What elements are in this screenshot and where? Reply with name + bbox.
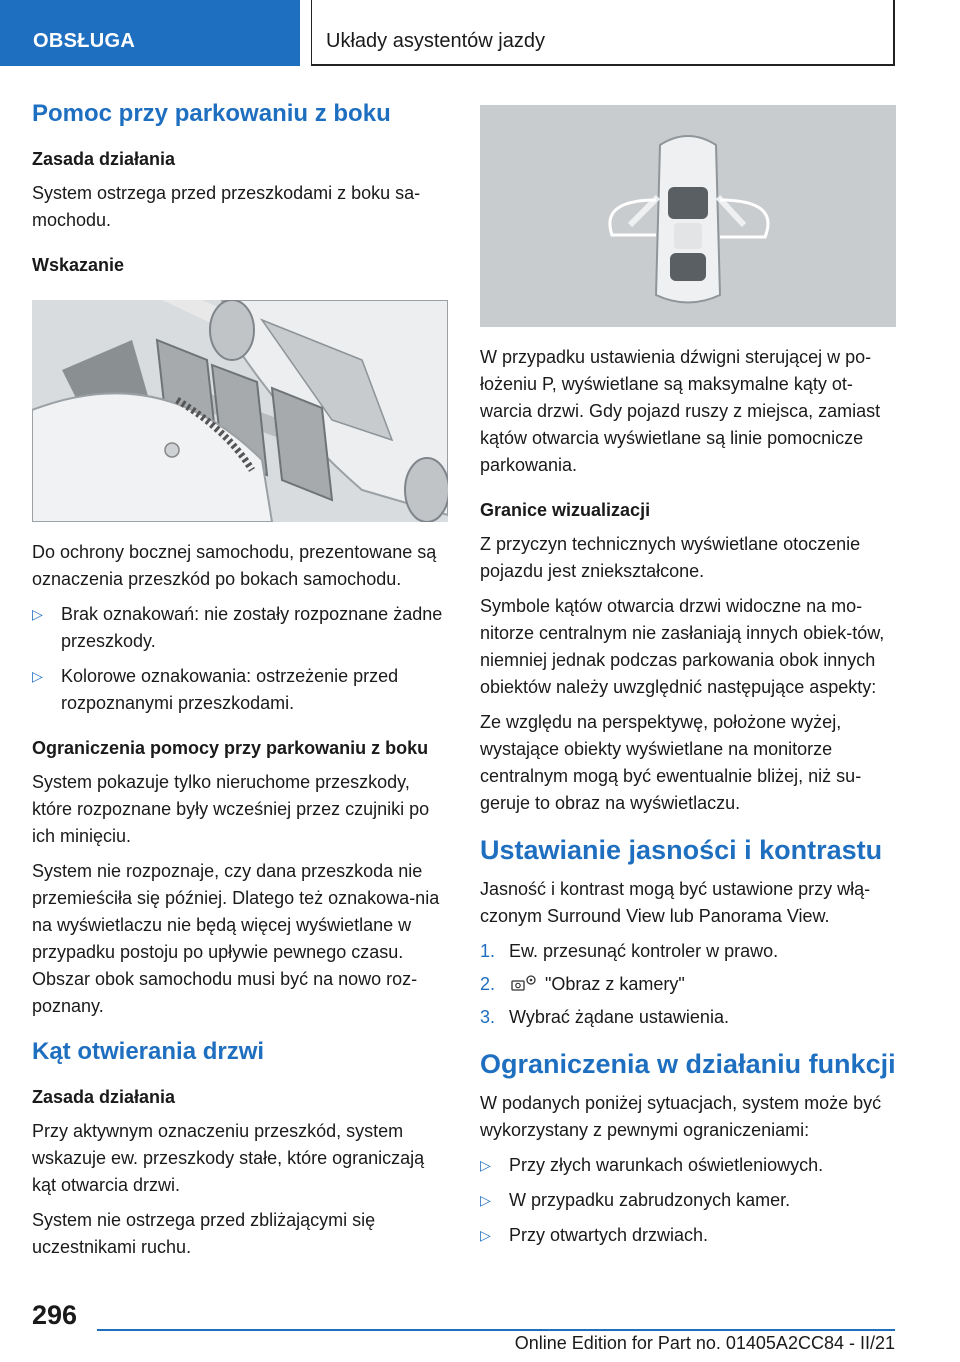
section-title-function-limits: Ograniczenia w działaniu funkcji xyxy=(480,1049,896,1079)
camera-settings-icon xyxy=(509,973,539,993)
list-item: 3. Wybrać żądane ustawienia. xyxy=(480,1007,729,1027)
paragraph-limits-1: System pokazuje tylko nieruchome przeszkody, które rozpoznane były wcześniej przez czujniki po ich minięciu. xyxy=(32,772,430,846)
paragraph-vis-3: Ze względu na perspektywę, położone wyżej, wystające obiekty wyświetlane na monitorze centralnym mogą być ewentualnie bliżej, niż su-geruje to obraz na wyświetlaczu. xyxy=(480,712,862,813)
heading-limits: Ograniczenia pomocy przy parkowaniu z boku xyxy=(32,738,429,758)
paragraph-principle: System ostrzega przed przeszkodami z boku sa-mochodu. xyxy=(32,183,421,230)
paragraph-door-3: W przypadku ustawienia dźwigni sterującej w po-łożeniu P, wyświetlane są maksymalne kąty ot-warcia drzwi. Gdy pojazd ruszy z miejsca, zamiast kątów otwarcia wyświetlane są linie pomocnicze parkowania. xyxy=(480,347,881,475)
bullet-icon: ▷ xyxy=(480,1192,491,1208)
left-column xyxy=(32,100,448,1269)
list-item: 1. Ew. przesunąć kontroler w prawo. xyxy=(480,941,779,961)
list-item: ▷ W przypadku zabrudzonych kamer. xyxy=(480,1187,896,1214)
paragraph-door-2: System nie ostrzega przed zbliżającymi się uczestnikami ruchu. xyxy=(32,1210,376,1257)
paragraph-function-limits: W podanych poniżej sytuacjach, system może być wykorzystany z pewnymi ograniczeniami: xyxy=(480,1093,882,1140)
bullet-icon: ▷ xyxy=(480,1157,491,1173)
bullet-icon: ▷ xyxy=(32,606,43,622)
page-number: 296 xyxy=(32,1300,78,1330)
door-angle-illustration xyxy=(480,105,896,327)
list-item: 2. "Obraz z kamery" xyxy=(480,974,685,994)
heading-indication: Wskazanie xyxy=(32,255,125,275)
brightness-steps xyxy=(480,938,896,1031)
footer-divider xyxy=(97,1329,895,1331)
heading-principle: Zasada działania xyxy=(32,149,176,169)
list-item: ▷ Brak oznakowań: nie zostały rozpoznane żadne przeszkody. xyxy=(32,601,448,655)
heading-door-principle: Zasada działania xyxy=(32,1087,176,1107)
side-parking-illustration xyxy=(32,300,448,522)
list-item: ▷ Kolorowe oznakowania: ostrzeżenie przed rozpoznanymi przeszkodami. xyxy=(32,663,448,717)
paragraph-vis-2: Symbole kątów otwarcia drzwi widoczne na mo-nitorze centralnym nie zasłaniają innych obiek-tów, niemniej jednak podczas parkowania obok innych obiektów należy uwzględnić następujące aspekty: xyxy=(480,596,885,697)
function-limits-list xyxy=(480,1152,896,1249)
indication-list xyxy=(32,601,448,717)
section-title-side-parking: Pomoc przy parkowaniu z boku xyxy=(32,100,391,127)
header-section: OBSŁUGA xyxy=(0,0,300,66)
right-column xyxy=(480,105,896,1257)
list-item: ▷ Przy złych warunkach oświetleniowych. xyxy=(480,1152,896,1179)
paragraph-vis-1: Z przyczyn technicznych wyświetlane otoczenie pojazdu jest zniekształcone. xyxy=(480,534,861,581)
paragraph-limits-2: System nie rozpoznaje, czy dana przeszkoda nie przemieściła się później. Dlatego też oznakowa-nia na wyświetlaczu nie będą więcej wyświetlane w przypadku postoju po upływie pewnego czasu. Obszar obok samochodu musi być na nowo roz-poznany. xyxy=(32,861,440,1016)
section-title-door-angle: Kąt otwierania drzwi xyxy=(32,1038,265,1065)
bullet-icon: ▷ xyxy=(32,668,43,684)
paragraph-indication: Do ochrony bocznej samochodu, prezentowane są oznaczenia przeszkód po bokach samochodu. xyxy=(32,542,437,589)
heading-visualization: Granice wizualizacji xyxy=(480,500,651,520)
paragraph-brightness: Jasność i kontrast mogą być ustawione przy włą-czonym Surround View lub Panorama View. xyxy=(480,879,871,926)
footer-edition: Online Edition for Part no. 01405A2CC84 - II/21 xyxy=(514,1333,895,1353)
section-title-brightness: Ustawianie jasności i kontrastu xyxy=(480,835,883,865)
paragraph-door-1: Przy aktywnym oznaczeniu przeszkód, system wskazuje ew. przeszkody stałe, które ograniczają kąt otwarcia drzwi. xyxy=(32,1121,425,1195)
bullet-icon: ▷ xyxy=(480,1227,491,1243)
header-chapter: Układy asystentów jazdy xyxy=(311,0,895,66)
list-item: ▷ Przy otwartych drzwiach. xyxy=(480,1222,896,1249)
